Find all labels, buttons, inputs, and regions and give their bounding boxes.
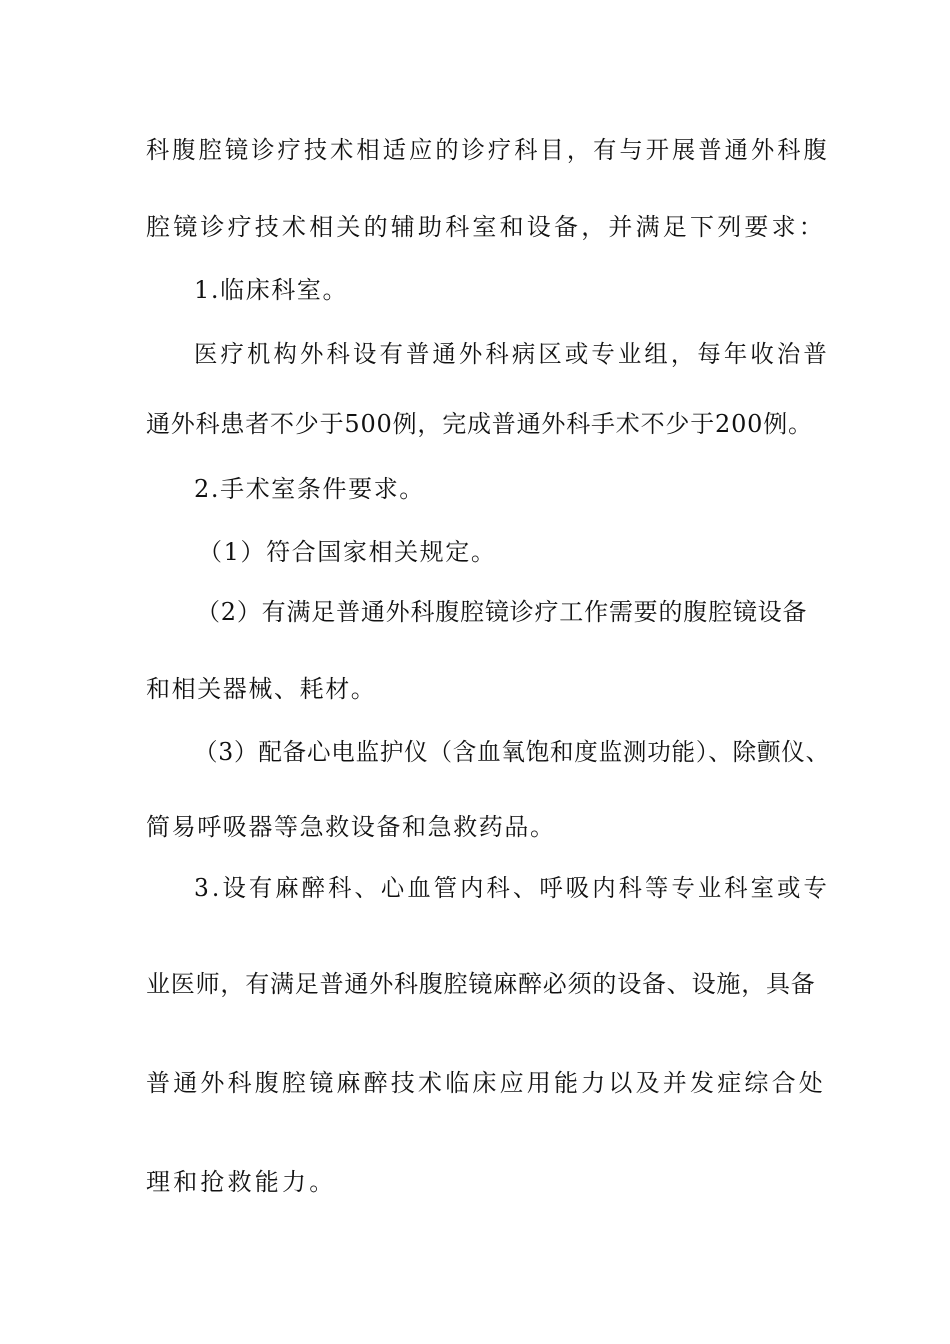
body-text-line: 通外科患者不少于500例，完成普通外科手术不少于200例。 — [146, 410, 813, 438]
list-item-1: （1）符合国家相关规定。 — [198, 538, 497, 566]
body-text-line: 普通外科腹腔镜麻醉技术临床应用能力以及并发症综合处 — [146, 1069, 826, 1097]
body-text-line: 科腹腔镜诊疗技术相适应的诊疗科目，有与开展普通外科腹 — [146, 136, 830, 164]
section-heading-clinical-dept: 1.临床科室。 — [194, 276, 349, 304]
list-item-2: （2）有满足普通外科腹腔镜诊疗工作需要的腹腔镜设备 — [196, 598, 808, 626]
body-text-line: 医疗机构外科设有普通外科病区或专业组，每年收治普 — [194, 340, 830, 368]
section-heading-anesthesia: 3.设有麻醉科、心血管内科、呼吸内科等专业科室或专 — [194, 874, 830, 902]
body-text-line: 理和抢救能力。 — [146, 1168, 337, 1196]
body-text-line: 业医师，有满足普通外科腹腔镜麻醉必须的设备、设施，具备 — [146, 970, 816, 998]
body-text-line: 腔镜诊疗技术相关的辅助科室和设备，并满足下列要求： — [146, 213, 826, 241]
body-text-line: 和相关器械、耗材。 — [146, 675, 377, 703]
list-item-3: （3）配备心电监护仪（含血氧饱和度监测功能）、除颤仪、 — [194, 738, 830, 766]
body-text-line: 简易呼吸器等急救设备和急救药品。 — [146, 813, 556, 841]
section-heading-operating-room: 2.手术室条件要求。 — [194, 475, 425, 503]
